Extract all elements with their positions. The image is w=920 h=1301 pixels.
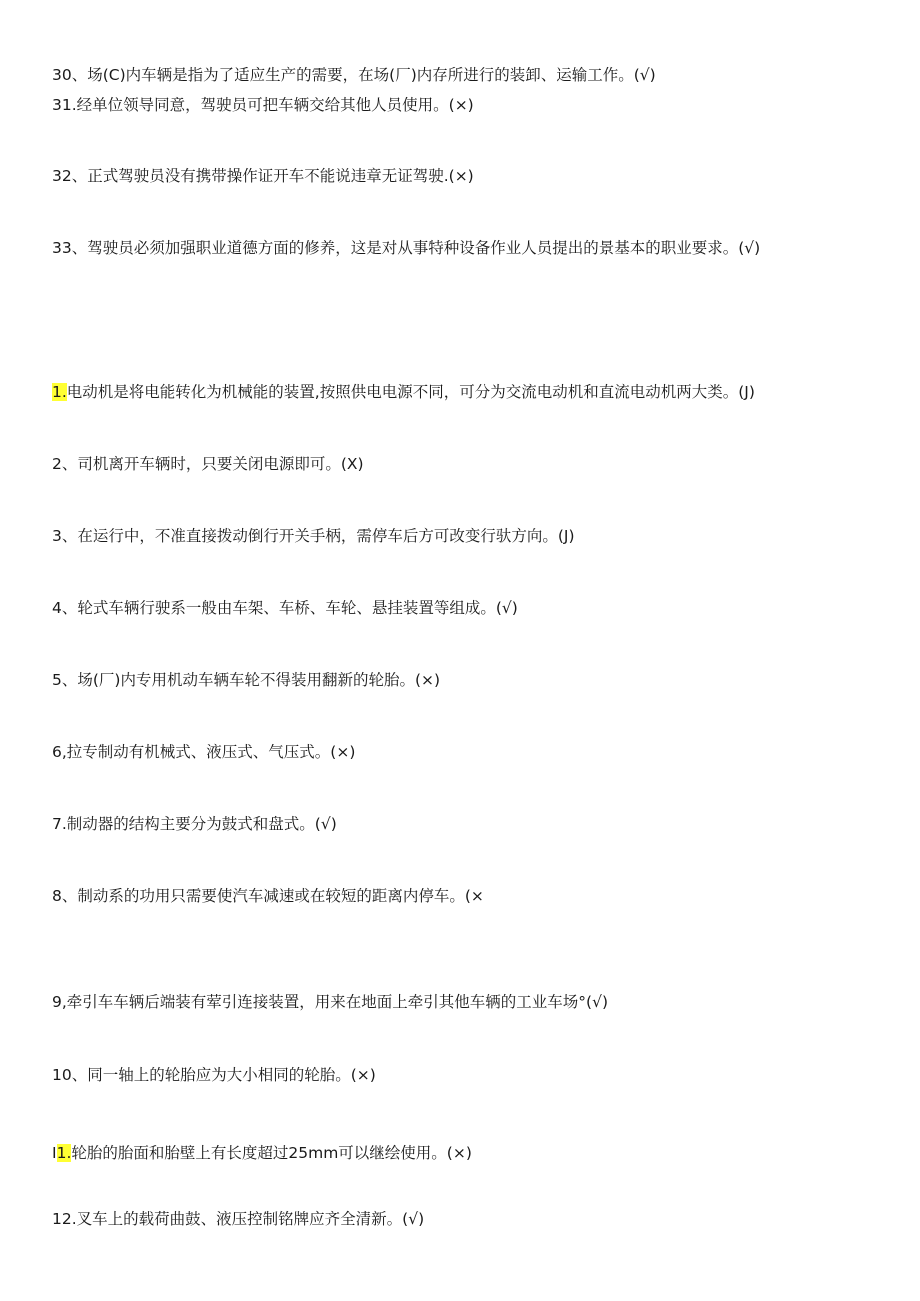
question-7: 7.制动器的结构主要分为鼓式和盘式。(√) — [52, 815, 337, 833]
question-9: 9,牵引车车辆后端装有荤引连接装置，用来在地面上牵引其他车辆的工业车场°(√) — [52, 993, 609, 1011]
question-30: 30、场(C)内车辆是指为了适应生产的需要，在场(厂)内存所进行的装卸、运输工作。(√) — [52, 66, 656, 84]
question-4: 4、轮式车辆行驶系一般由车架、车桥、车轮、悬挂装置等组成。(√) — [52, 599, 518, 617]
question-2: 2、司机离开车辆时，只要关闭电源即可。(X) — [52, 455, 364, 473]
question-3: 3、在运行中，不准直接拨动倒行开关手柄，需停车后方可改变行驮方向。(J) — [52, 527, 575, 545]
question-11: I1.轮胎的胎面和胎壁上有长度超过25mm可以继绘使用。(×) — [52, 1144, 472, 1162]
question-1: 1.电动机是将电能转化为机械能的装置,按照供电电源不同，可分为交流电动机和直流电动机两大类。(J) — [52, 383, 755, 401]
question-6: 6,拉专制动有机械式、液压式、气压式。(×) — [52, 743, 356, 761]
question-31: 31.经单位领导同意，驾驶员可把车辆交给其他人员使用。(×) — [52, 96, 474, 114]
question-10: 10、同一轴上的轮胎应为大小相同的轮胎。(×) — [52, 1066, 376, 1084]
question-5: 5、场(厂)内专用机动车辆车轮不得装用翻新的轮胎。(×) — [52, 671, 441, 689]
question-33: 33、驾驶员必须加强职业道德方面的修养，这是对从事特种设备作业人员提出的景基本的职业要求。(√) — [52, 239, 761, 257]
highlight-mark: 1. — [56, 1144, 72, 1162]
question-12: 12.叉车上的载荷曲鼓、液压控制铭牌应齐全清新。(√) — [52, 1210, 425, 1228]
question-8: 8、制动系的功用只需要使汽车减速或在较短的距离内停车。(× — [52, 887, 484, 905]
question-32: 32、正式驾驶员没有携带操作证开车不能说违章无证驾驶.(×) — [52, 167, 474, 185]
highlight-mark: 1. — [52, 383, 67, 401]
